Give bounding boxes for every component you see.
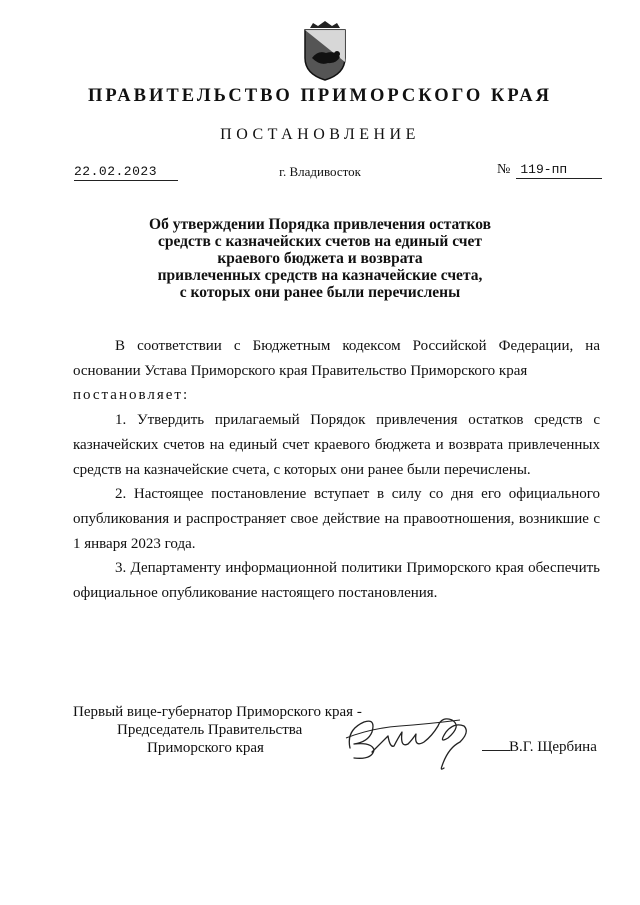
heading-line: с которых они ранее были перечислены (179, 284, 461, 301)
position-line: Приморского края (147, 740, 264, 756)
signature-dash (482, 750, 510, 751)
item-2: 2. Настоящее постановление вступает в силу со дня его официального опубликования и распространяет свое действие на правоотношения, возникшие с 1 января 2023 года. (73, 486, 600, 552)
number-sign: № (497, 162, 511, 177)
document-number: 119-пп (516, 162, 602, 179)
document-type: ПОСТАНОВЛЕНИЕ (220, 126, 420, 143)
document-body (73, 334, 600, 606)
resolves-word: постановляет: (73, 387, 190, 404)
document-heading (0, 216, 640, 301)
position-line: Первый вице-губернатор Приморского края - (73, 704, 362, 720)
signer-position (73, 703, 362, 757)
document-number-block (497, 162, 602, 179)
heading-line: краевого бюджета и возврата (217, 250, 423, 267)
item-3: 3. Департаменту информационной политики Приморского края обеспечить официальное опубликование настоящего постановления. (73, 560, 600, 602)
government-title: ПРАВИТЕЛЬСТВО ПРИМОРСКОГО КРАЯ (87, 86, 552, 106)
heading-line: средств с казначейских счетов на единый счет (157, 233, 483, 250)
handwritten-signature (342, 708, 482, 773)
item-1: 1. Утвердить прилагаемый Порядок привлечения остатков средств с казначейских счетов на единый счет краевого бюджета и возврата привлеченных средств на казначейские счета, с которых они ранее были перечислены. (73, 412, 600, 478)
position-line: Председатель Правительства (117, 722, 303, 738)
document-date: 22.02.2023 (74, 164, 178, 181)
intro-text: В соответствии с Бюджетным кодексом Российской Федерации, на основании Устава Приморского края Правительство Приморского края (73, 338, 600, 379)
coat-of-arms-icon (300, 20, 350, 82)
document-city: г. Владивосток (279, 164, 361, 179)
heading-line: привлеченных средств на казначейские счета, (157, 267, 483, 284)
heading-line: Об утверждении Порядка привлечения остатков (149, 216, 491, 233)
intro-paragraph (73, 334, 600, 408)
signer-name: В.Г. Щербина (509, 739, 597, 755)
